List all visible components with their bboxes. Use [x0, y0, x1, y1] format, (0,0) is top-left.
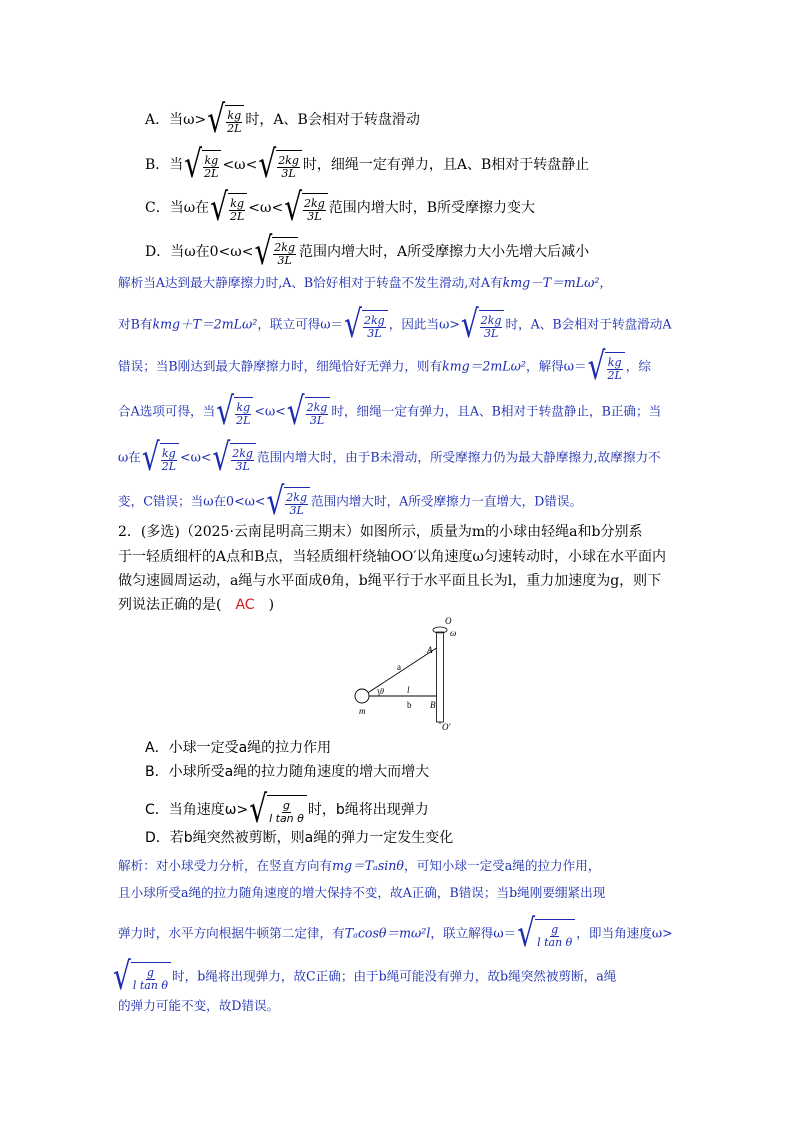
- label-l: l: [407, 685, 410, 695]
- label-m: m: [359, 706, 366, 716]
- sqrt-kg-2L: √ $\frac{kg}{2L}$: [142, 443, 179, 473]
- q1-solution-line-4: 合A选项可得，当√ $\frac{kg}{2L}$ <ω<√ $\frac{2kg}{3L}$ 时，细绳一定有弹力，且A、B相对于转盘静止，B正确；当: [118, 389, 662, 434]
- rod-figure: [345, 614, 475, 734]
- sqrt-2kg-3L: √ $\frac{2kg}{3L}$: [212, 443, 256, 473]
- label-B: B: [430, 700, 436, 710]
- sqrt-2kg-3L: √ $\frac{2kg}{3L}$: [344, 310, 388, 340]
- sqrt-2kg-3L: √ $\frac{2kg}{3L}$: [254, 237, 298, 267]
- q1-option-a-tail: 时，A、B会相对于转盘滑动: [245, 112, 420, 128]
- q2-option-d: D．若b绳突然被剪断，则a绳的弹力一定发生变化: [145, 830, 454, 846]
- sqrt-g-ltan: √ $\frac{g}{\text{l tan θ}}$: [249, 795, 307, 825]
- q2-option-b: B．小球所受a绳的拉力随角速度的增大而增大: [145, 764, 430, 780]
- q2-option-a: A．小球一定受a绳的拉力作用: [145, 740, 332, 756]
- q1-solution-line-1: 解析当A达到最大静摩擦力时,A、B恰好相对于转盘不发生滑动,对A有kmg－T＝mLω²，: [118, 275, 613, 290]
- q1-option-a: [145, 97, 420, 142]
- q2-stem-line-1: 2．(多选)（2025·云南昆明高三期末）如图所示，质量为m的小球由轻绳a和b分别系: [118, 524, 643, 540]
- sqrt-kg-2L: √ $\frac{kg}{2L}$: [216, 397, 253, 427]
- sqrt-kg-2L: √ $\frac{kg}{2L}$: [207, 105, 244, 135]
- q1-option-c: C．当ω在√ $\frac{kg}{2L}$ <ω<√ $\frac{2kg}{3L}$ 范围内增大时，B所受摩擦力变大: [145, 185, 536, 230]
- q1-option-a-text: A．当ω>: [145, 112, 207, 128]
- sqrt-2kg-3L: √ $\frac{2kg}{3L}$: [258, 150, 302, 180]
- q2-stem-line-2: 于一轻质细杆的A点和B点，当轻质细杆绕轴OO′以角速度ω匀速转动时，小球在水平面内: [118, 549, 666, 565]
- q1-solution-line-5: ω在√ $\frac{kg}{2L}$ <ω<√ $\frac{2kg}{3L}$ 范围内增大时，由于B未滑动，所受摩擦力仍为最大静摩擦力,故摩擦力不: [118, 435, 661, 480]
- sqrt-kg-2L: √ $\frac{kg}{2L}$: [210, 193, 247, 223]
- equation: kmg－T＝mLω²，: [502, 275, 613, 290]
- sqrt-g-ltan: √ $\frac{g}{\text{l tan θ}}$: [517, 919, 575, 949]
- q2-option-c: C．当角速度ω>√ $\frac{g}{\text{l tan θ}}$ 时，b绳将出现弹力: [145, 787, 429, 832]
- sqrt-2kg-3L: √ $\frac{2kg}{3L}$: [461, 310, 505, 340]
- thin-rod: [437, 632, 444, 722]
- q2-stem-line-4: 列说法正确的是( AC ): [118, 597, 275, 613]
- sqrt-kg-2L: √ $\frac{kg}{2L}$: [588, 352, 625, 382]
- q1-option-d-tail: 范围内增大时，A所受摩擦力大小先增大后减小: [299, 244, 590, 260]
- label-A: A: [427, 645, 433, 655]
- sqrt-kg-2L: √ $\frac{kg}{2L}$: [184, 150, 221, 180]
- q2-solution-line-5: 的弹力可能不变，故D错误。: [118, 998, 280, 1013]
- equation: kmg＝2mLω²: [442, 358, 526, 374]
- sqrt-g-ltan: √ $\frac{g}{\text{l tan θ}}$: [113, 962, 171, 992]
- label-theta: θ: [380, 687, 384, 696]
- sqrt-2kg-3L: √ $\frac{2kg}{3L}$: [287, 397, 331, 427]
- label-a: a: [397, 662, 401, 672]
- q2-solution-line-3: 弹力时，水平方向根据牛顿第二定律，有Tₐcosθ＝mω²l，联立解得ω＝√ $\frac{g}{\text{l tan θ}}$ ，即当角速度ω>: [118, 911, 673, 956]
- sqrt-2kg-3L: √ $\frac{2kg}{3L}$: [284, 193, 328, 223]
- equation: kmg＋T＝2mLω²: [152, 316, 258, 332]
- label-O: O: [445, 616, 452, 626]
- q1-option-b-tail: 时，细绳一定有弹力，且A、B相对于转盘静止: [302, 157, 590, 173]
- label-b: b: [407, 700, 412, 710]
- ball: [355, 689, 369, 703]
- q1-option-c-tail: 范围内增大时，B所受摩擦力变大: [328, 200, 536, 216]
- q2-solution-line-2: 且小球所受a绳的拉力随角速度的增大保持不变，故A正确，B错误；当b绳刚要绷紧出现: [118, 885, 606, 900]
- sqrt-2kg-3L: √ $\frac{2kg}{3L}$: [266, 487, 310, 517]
- q1-solution-line-3: 错误；当B刚达到最大静摩擦力时，细绳恰好无弹力，则有kmg＝2mLω²，解得ω＝√ $\frac{kg}{2L}$ ，综: [118, 344, 651, 389]
- q1-option-d-text: D．当ω在0<ω<: [145, 244, 254, 260]
- equation: mg＝Tₐsinθ: [332, 858, 405, 873]
- q2-solution-line-4: √ $\frac{g}{\text{l tan θ}}$ 时，b绳将出现弹力，故C正确；由于b绳可能没有弹力，故b绳突然被剪断，a绳: [113, 954, 617, 999]
- q2-solution-line-1: 解析：对小球受力分析，在竖直方向有mg＝Tₐsinθ，可知小球一定受a绳的拉力作用，: [118, 858, 601, 873]
- q1-option-b: B．当√ $\frac{kg}{2L}$ <ω<√ $\frac{2kg}{3L}$ 时，细绳一定有弹力，且A、B相对于转盘静止: [145, 142, 590, 187]
- q1-solution-line-6: 变，C错误；当ω在0<ω<√ $\frac{2kg}{3L}$ 范围内增大时，A所受摩擦力一直增大，D错误。: [118, 479, 583, 524]
- label-omega: ω: [450, 628, 457, 638]
- label-Oprime: O′: [442, 722, 451, 732]
- q2-stem-line-3: 做匀速圆周运动，a绳与水平面成θ角，b绳平行于水平面且长为l，重力加速度为g，则下: [118, 573, 662, 589]
- q1-option-d: [145, 229, 590, 274]
- theta-arc: [378, 689, 380, 696]
- equation: Tₐcosθ＝mω²l: [344, 925, 431, 941]
- q1-solution-line-2: 对B有kmg＋T＝2mLω²，联立可得ω＝√ $\frac{2kg}{3L}$ ，因此当ω>√ $\frac{2kg}{3L}$ 时，A、B会相对于转盘滑动A: [118, 302, 672, 347]
- rope-a: [363, 648, 437, 696]
- answer-key: AC: [235, 597, 255, 613]
- q1-option-b-text: B．当: [145, 157, 184, 173]
- q1-option-c-text: C．当ω在: [145, 200, 210, 216]
